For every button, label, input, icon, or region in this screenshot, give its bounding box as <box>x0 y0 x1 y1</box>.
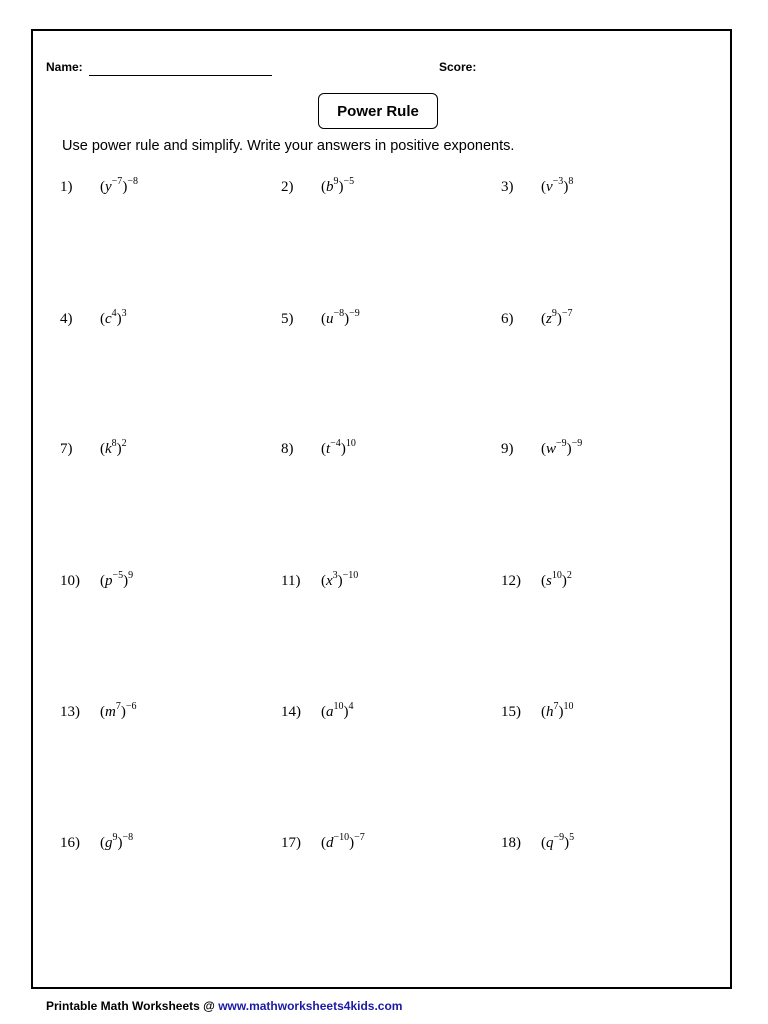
inner-exponent: −7 <box>111 176 123 187</box>
problem-base: u <box>326 311 334 327</box>
problem-expression: $(c^4)^3$ <box>100 308 127 327</box>
problem-number: 18) <box>501 835 521 851</box>
problem-expression: $(u^{-8})^{-9}$ <box>321 308 360 327</box>
outer-exponent: −9 <box>349 308 360 319</box>
problem-expression: $(v^{-3})^8$ <box>541 176 574 195</box>
problem-number: 10) <box>60 573 80 589</box>
problem-item <box>501 439 582 459</box>
outer-exponent: 3 <box>121 308 127 319</box>
problem-item <box>281 439 356 459</box>
inner-exponent: −3 <box>552 176 564 187</box>
problem-expression: $(q^{-9})^5$ <box>541 832 575 851</box>
problem-base: m <box>105 704 116 720</box>
inner-exponent: 9 <box>112 832 118 843</box>
problem-number: 2) <box>281 179 294 195</box>
problem-number: 14) <box>281 704 301 720</box>
problem-base: y <box>105 179 112 195</box>
problem-expression: $(y^{-7})^{-8}$ <box>100 176 138 195</box>
outer-exponent: 8 <box>568 176 574 187</box>
problem-number: 4) <box>60 311 73 327</box>
problem-number: 15) <box>501 704 521 720</box>
problem-number: 5) <box>281 311 294 327</box>
problem-number: 9) <box>501 441 514 457</box>
inner-exponent: 9 <box>551 308 557 319</box>
problem-base: w <box>546 441 557 457</box>
problem-base: h <box>546 704 554 720</box>
problem-item <box>501 702 574 722</box>
problem-number: 12) <box>501 573 521 589</box>
instructions: Use power rule and simplify. Write your answers in positive exponents. <box>62 138 515 154</box>
outer-exponent: 2 <box>121 438 127 449</box>
inner-exponent: 4 <box>111 308 117 319</box>
inner-exponent: 10 <box>333 701 344 712</box>
problem-item <box>281 571 358 591</box>
problem-base: p <box>105 573 113 589</box>
name-label: Name: <box>46 60 83 74</box>
problem-item <box>501 833 574 853</box>
problem-expression: $(h^7)^{10}$ <box>541 701 574 720</box>
inner-exponent: −8 <box>333 308 345 319</box>
problem-item <box>501 309 572 329</box>
inner-exponent: 8 <box>111 438 117 449</box>
problem-base: k <box>105 441 112 457</box>
problem-base: s <box>546 573 552 589</box>
worksheet-title: Power Rule <box>318 93 438 129</box>
problem-expression: $(s^{10})^2$ <box>541 570 572 589</box>
outer-exponent: 10 <box>345 438 356 449</box>
outer-exponent: −9 <box>571 438 583 449</box>
outer-exponent: −8 <box>127 176 138 187</box>
problem-number: 7) <box>60 441 73 457</box>
problem-expression: $(t^{-4})^{10}$ <box>321 438 356 457</box>
problem-expression: $(d^{-10})^{-7}$ <box>321 832 365 851</box>
problem-base: d <box>326 835 334 851</box>
problem-item <box>60 571 133 591</box>
problem-number: 11) <box>281 573 301 589</box>
problem-expression: $(b^9)^{-5}$ <box>321 176 355 195</box>
problem-item <box>60 439 127 459</box>
problem-item <box>60 309 127 329</box>
inner-exponent: 7 <box>115 701 121 712</box>
problem-item <box>60 833 133 853</box>
problem-base: z <box>546 311 552 327</box>
problem-number: 17) <box>281 835 301 851</box>
outer-exponent: 9 <box>128 570 134 581</box>
problem-item <box>281 702 354 722</box>
problem-expression: $(a^{10})^4$ <box>321 701 354 720</box>
outer-exponent: −5 <box>343 176 355 187</box>
score-label: Score: <box>439 60 477 74</box>
inner-exponent: −10 <box>333 832 350 843</box>
problem-item <box>501 177 573 197</box>
outer-exponent: −7 <box>561 308 573 319</box>
outer-exponent: 5 <box>569 832 575 843</box>
problem-expression: $(x^3)^{-10}$ <box>321 570 359 589</box>
problem-item <box>60 702 136 722</box>
problem-expression: $(g^9)^{-8}$ <box>100 832 134 851</box>
problem-number: 6) <box>501 311 514 327</box>
inner-exponent: −4 <box>330 438 341 449</box>
problem-number: 13) <box>60 704 80 720</box>
problem-expression: $(z^9)^{-7}$ <box>541 308 573 327</box>
problem-base: q <box>546 835 554 851</box>
inner-exponent: 10 <box>551 570 562 581</box>
inner-exponent: 7 <box>553 701 559 712</box>
outer-exponent: 2 <box>566 570 572 581</box>
problem-expression: $(m^7)^{-6}$ <box>100 701 137 720</box>
problem-expression: $(w^{-9})^{-9}$ <box>541 438 583 457</box>
problem-base: v <box>546 179 553 195</box>
problem-number: 16) <box>60 835 80 851</box>
problem-item <box>281 309 360 329</box>
worksheet-border <box>31 29 732 989</box>
name-field[interactable] <box>89 75 272 76</box>
problem-item <box>281 177 354 197</box>
footer <box>46 999 402 1013</box>
problem-base: c <box>105 311 112 327</box>
footer-text: Printable Math Worksheets @ <box>46 999 219 1013</box>
inner-exponent: 9 <box>333 176 339 187</box>
inner-exponent: −5 <box>112 570 124 581</box>
outer-exponent: 10 <box>563 701 574 712</box>
outer-exponent: −6 <box>125 701 137 712</box>
problem-item <box>281 833 365 853</box>
outer-exponent: 4 <box>348 701 354 712</box>
outer-exponent: −7 <box>354 832 365 843</box>
problem-base: t <box>326 441 331 457</box>
problem-expression: $(k^8)^2$ <box>100 438 127 457</box>
problem-item <box>501 571 572 591</box>
problem-base: g <box>105 835 113 851</box>
problem-expression: $(p^{-5})^9$ <box>100 570 134 589</box>
outer-exponent: −10 <box>342 570 359 581</box>
problem-base: b <box>326 179 334 195</box>
problem-number: 3) <box>501 179 514 195</box>
footer-link[interactable]: www.mathworksheets4kids.com <box>218 999 403 1013</box>
inner-exponent: −9 <box>556 438 567 449</box>
problem-item <box>60 177 138 197</box>
inner-exponent: 3 <box>332 570 338 581</box>
inner-exponent: −9 <box>553 832 565 843</box>
problem-number: 1) <box>60 179 73 195</box>
problem-number: 8) <box>281 441 294 457</box>
problem-base: x <box>326 573 333 589</box>
problem-base: a <box>326 704 334 720</box>
outer-exponent: −8 <box>122 832 134 843</box>
